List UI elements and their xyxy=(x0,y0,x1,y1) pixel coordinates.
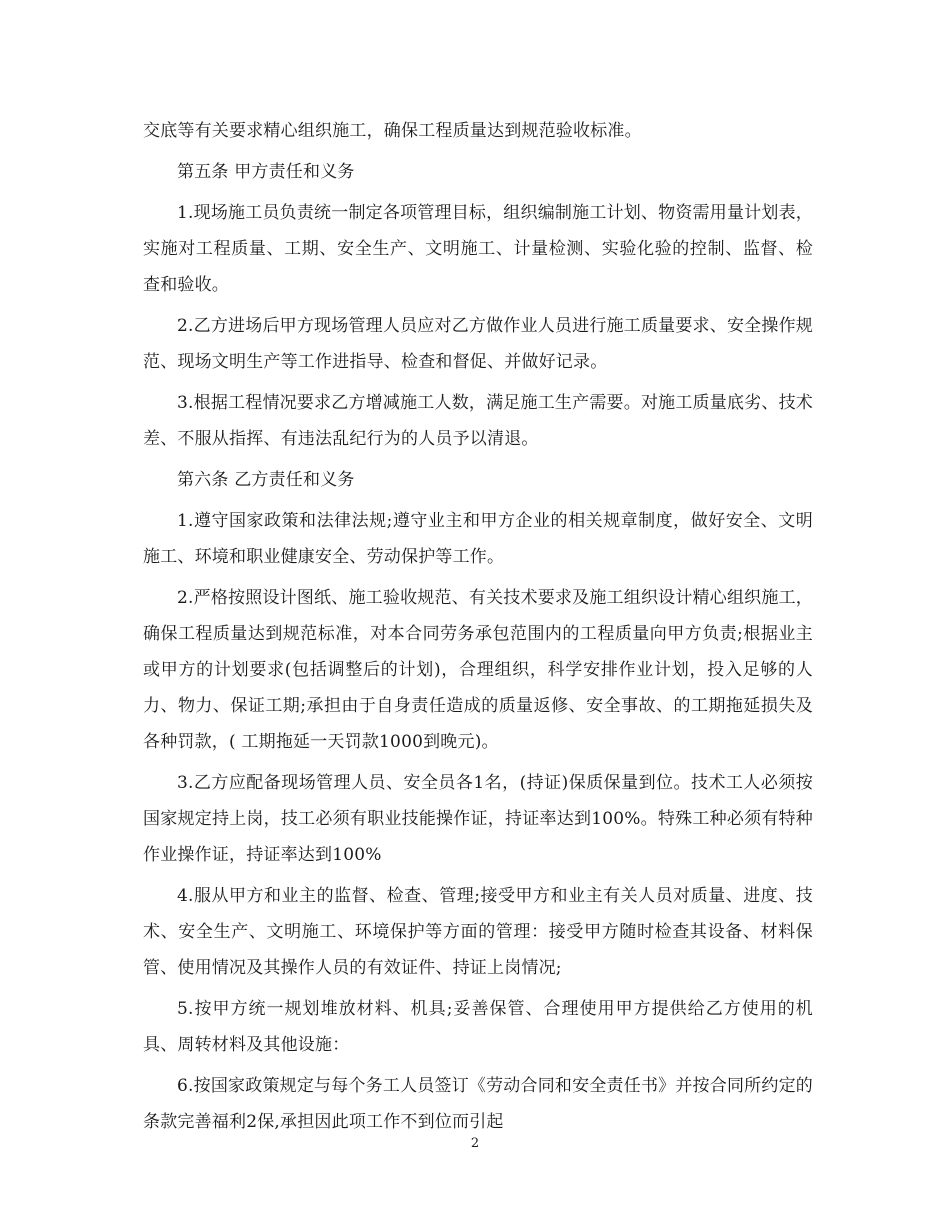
article-6-item-5: 5.按甲方统一规划堆放材料、机具;妥善保管、合理使用甲方提供给乙方使用的机具、周转材料及其他设施： xyxy=(143,999,813,1055)
article-5-item-2: 2.乙方进场后甲方现场管理人员应对乙方做作业人员进行施工质量要求、安全操作规范、现场文明生产等工作进指导、检查和督促、并做好记录。 xyxy=(143,316,813,372)
article-6-item-3: 3.乙方应配备现场管理人员、安全员各1名，(持证)保质保量到位。技术工人必须按国家规定持上岗，技工必须有职业技能操作证，持证率达到100%。特殊工种必须有特种作业操作证，持证率达到100% xyxy=(143,773,813,865)
article-6-item-1: 1.遵守国家政策和法律法规;遵守业主和甲方企业的相关规章制度，做好安全、文明施工、环境和职业健康安全、劳动保护等工作。 xyxy=(143,511,813,567)
article-5-item-3: 3.根据工程情况要求乙方增减施工人数，满足施工生产需要。对施工质量底劣、技术差、不服从指挥、有违法乱纪行为的人员予以清退。 xyxy=(143,393,813,449)
article-5-heading: 第五条 甲方责任和义务 xyxy=(177,162,355,182)
document-body xyxy=(143,113,813,1145)
article-5-item-1: 1.现场施工员负责统一制定各项管理目标，组织编制施工计划、物资需用量计划表，实施对工程质量、工期、安全生产、文明施工、计量检测、实验化验的控制、监督、检查和验收。 xyxy=(143,203,813,295)
page-number: 2 xyxy=(470,1136,480,1151)
article-6-item-6: 6.按国家政策规定与每个务工人员签订《劳动合同和安全责任书》并按合同所约定的条款完善福利2保,承担因此项工作不到位而引起 xyxy=(143,1076,813,1132)
article-6-heading: 第六条 乙方责任和义务 xyxy=(177,470,355,490)
article-6-item-2: 2.严格按照设计图纸、施工验收规范、有关技术要求及施工组织设计精心组织施工，确保工程质量达到规范标准，对本合同劳务承包范围内的工程质量向甲方负责;根据业主或甲方的计划要求(包括调整后的计划)，合理组织，科学安排作业计划，投入足够的人力、物力、保证工期;承担由于自身责任造成的质量返修、安全事故、的工期拖延损失及各种罚款，( 工期拖延一天罚款1000到晚元)。 xyxy=(143,588,813,752)
article-6-item-4: 4.服从甲方和业主的监督、检查、管理;接受甲方和业主有关人员对质量、进度、技术、安全生产、文明施工、环境保护等方面的管理：接受甲方随时检查其设备、材料保管、使用情况及其操作人员的有效证件、持证上岗情况; xyxy=(143,886,813,978)
paragraph-continuation: 交底等有关要求精心组织施工，确保工程质量达到规范验收标准。 xyxy=(143,121,642,141)
